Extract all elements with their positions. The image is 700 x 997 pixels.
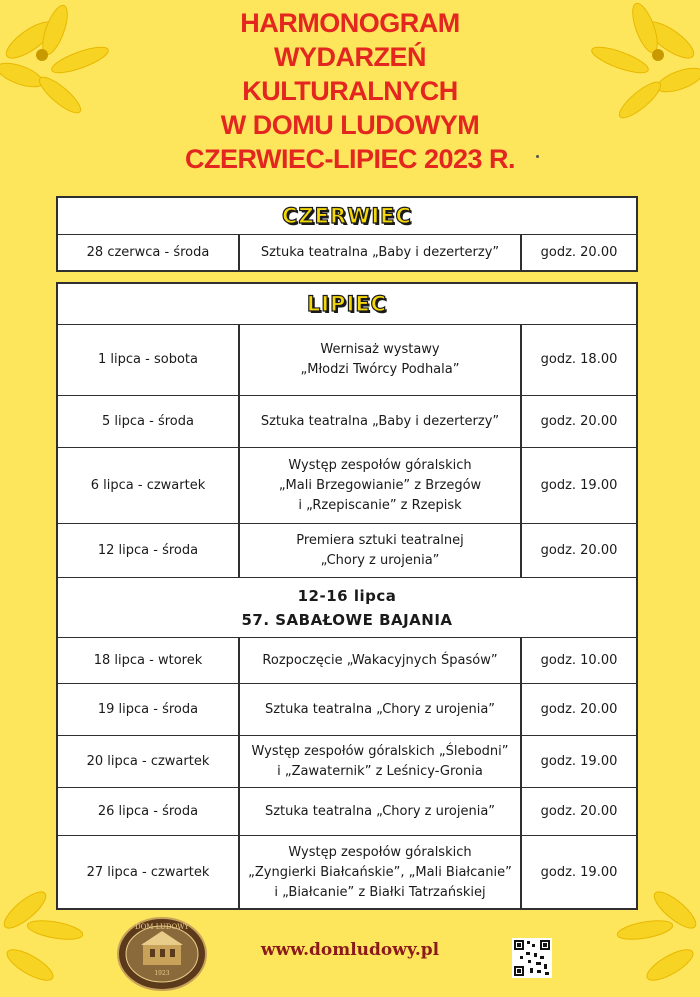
table-row xyxy=(58,523,636,577)
month-heading-czerwiec: CZERWIEC xyxy=(58,198,636,235)
event-time: godz. 10.00 xyxy=(540,652,618,668)
title-line: KULTURALNYCH xyxy=(242,76,458,106)
event-date: 5 lipca - środa xyxy=(102,413,194,429)
event-time: godz. 20.00 xyxy=(540,413,618,429)
event-date: 28 czerwca - środa xyxy=(86,245,210,260)
festival-banner xyxy=(58,577,636,637)
event-title: Występ zespołów góralskich „Zyngierki Białcańskie”, „Mali Białcanie” i „Białcanie” z Białki Tatrzańskiej xyxy=(238,836,522,909)
festival-dates: 12-16 lipca xyxy=(297,586,397,605)
svg-text:DOM LUDOWY: DOM LUDOWY xyxy=(134,923,190,931)
flower-decoration-top-left-icon xyxy=(0,0,130,130)
event-title: Wernisaż wystawy „Młodzi Twórcy Podhala” xyxy=(238,325,522,395)
table-row xyxy=(58,683,636,735)
table-row xyxy=(58,735,636,787)
table-row xyxy=(58,447,636,523)
table-row xyxy=(58,637,636,683)
event-title: Występ zespołów góralskich „Ślebodni” i „Zawaternik” z Leśnicy-Gronia xyxy=(238,736,522,787)
event-time: godz. 19.00 xyxy=(540,864,618,880)
event-date: 12 lipca - środa xyxy=(97,542,199,558)
event-time: godz. 18.00 xyxy=(540,352,618,367)
table-row xyxy=(58,395,636,447)
event-title: Sztuka teatralna „Baby i dezerterzy” xyxy=(238,235,522,271)
event-time: godz. 20.00 xyxy=(540,245,618,260)
event-date: 1 lipca - sobota xyxy=(98,352,198,367)
event-date: 6 lipca - czwartek xyxy=(90,477,206,493)
event-date: 19 lipca - środa xyxy=(97,701,199,717)
event-time: godz. 19.00 xyxy=(540,753,618,769)
event-title: Sztuka teatralna „Baby i dezerterzy” xyxy=(238,396,522,447)
event-title: Sztuka teatralna „Chory z urojenia” xyxy=(238,684,522,735)
table-row xyxy=(58,235,636,271)
event-time: godz. 20.00 xyxy=(540,542,618,558)
event-date: 18 lipca - wtorek xyxy=(93,652,203,668)
event-title: Sztuka teatralna „Chory z urojenia” xyxy=(238,788,522,835)
website-link[interactable]: www.domludowy.pl xyxy=(260,940,440,960)
title-line: W DOMU LUDOWYM xyxy=(220,110,480,140)
flower-decoration-top-right-icon xyxy=(570,0,700,130)
event-title: Rozpoczęcie „Wakacyjnych Śpasów” xyxy=(238,638,522,683)
table-row xyxy=(58,325,636,395)
festival-name: 57. SABAŁOWE BAJANIA xyxy=(241,610,453,629)
dom-ludowy-logo xyxy=(117,917,207,991)
event-time: godz. 20.00 xyxy=(540,803,618,819)
table-row xyxy=(58,787,636,835)
page-title xyxy=(130,6,570,176)
title-line: WYDARZEŃ xyxy=(274,42,426,72)
czerwiec-table xyxy=(56,196,638,272)
month-heading-lipiec: LIPIEC xyxy=(58,284,636,325)
event-title: Premiera sztuki teatralnej „Chory z urojenia” xyxy=(238,524,522,577)
lipiec-table xyxy=(56,282,638,910)
decorative-dot xyxy=(536,155,539,158)
event-time: godz. 20.00 xyxy=(540,701,618,717)
table-row xyxy=(58,835,636,909)
event-title: Występ zespołów góralskich „Mali Brzegowianie” z Brzegów i „Rzepiscanie” z Rzepisk xyxy=(238,448,522,523)
title-line: CZERWIEC-LIPIEC 2023 R. xyxy=(184,144,516,174)
event-date: 26 lipca - środa xyxy=(97,803,199,819)
title-line: HARMONOGRAM xyxy=(240,8,460,38)
svg-text:1923: 1923 xyxy=(154,970,170,977)
event-time: godz. 19.00 xyxy=(540,477,618,493)
event-date: 27 lipca - czwartek xyxy=(86,864,210,880)
event-date: 20 lipca - czwartek xyxy=(86,753,210,769)
qr-code-icon xyxy=(512,938,552,978)
